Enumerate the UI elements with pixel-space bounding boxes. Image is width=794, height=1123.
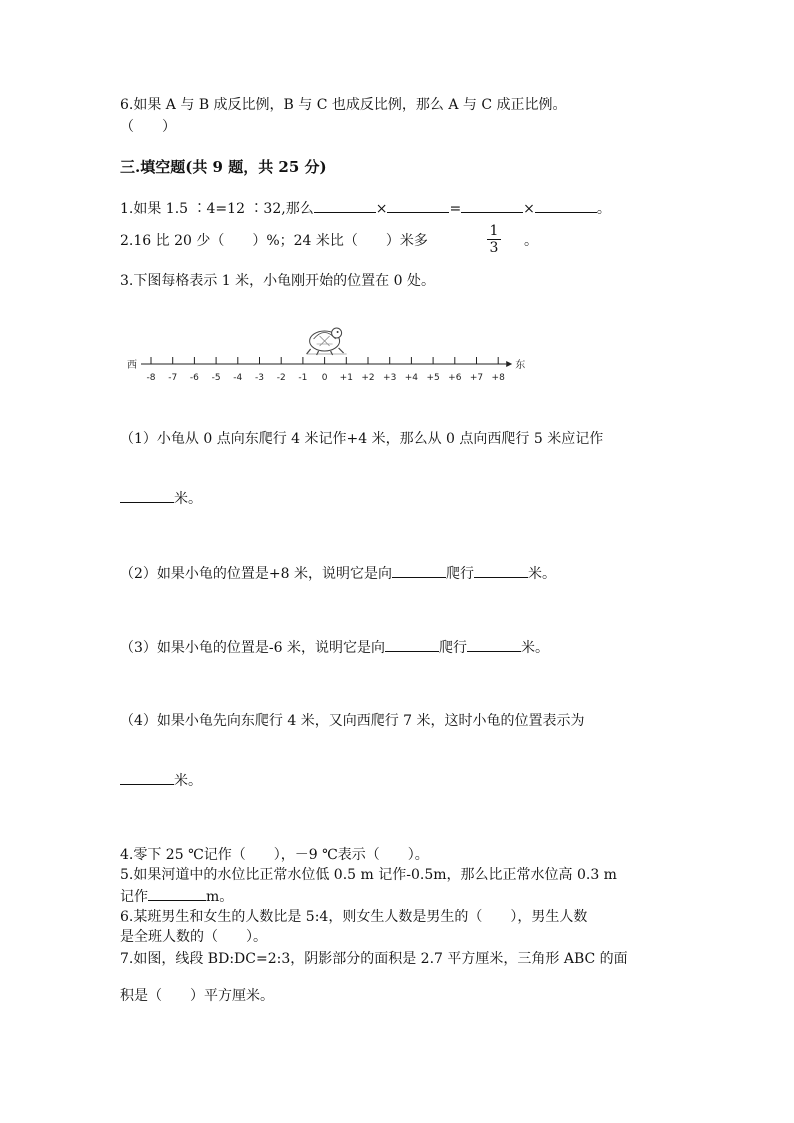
sub-question-3 bbox=[120, 637, 549, 657]
tick-label: -8 bbox=[146, 373, 156, 383]
tick-label: +5 bbox=[426, 373, 440, 383]
sub2-text-mid: 爬行 bbox=[446, 566, 474, 582]
answer-blank[interactable] bbox=[314, 198, 376, 213]
sub-question-4-answer bbox=[120, 770, 202, 790]
answer-blank[interactable] bbox=[385, 637, 439, 652]
number-line-figure bbox=[125, 324, 545, 386]
question-1 bbox=[120, 198, 611, 218]
q1-end: 。 bbox=[596, 201, 611, 217]
unit: 米。 bbox=[521, 640, 549, 656]
sub3-text-mid: 爬行 bbox=[439, 640, 467, 656]
arrow-head-icon bbox=[506, 361, 512, 367]
sub-question-4: （4）如果小龟先向东爬行 4 米，又向西爬行 7 米，这时小龟的位置表示为 bbox=[120, 713, 585, 729]
section-heading: 三.填空题(共 9 题，共 25 分) bbox=[120, 158, 327, 176]
unit: m。 bbox=[206, 889, 234, 905]
answer-blank[interactable] bbox=[461, 198, 523, 213]
unit: 米。 bbox=[174, 773, 202, 789]
unit: 米。 bbox=[528, 566, 556, 582]
answer-blank[interactable] bbox=[392, 563, 446, 578]
answer-paren: （ ） bbox=[120, 119, 176, 135]
answer-blank[interactable] bbox=[148, 886, 206, 901]
west-label: 西 bbox=[127, 360, 137, 371]
tick-label: +2 bbox=[361, 373, 375, 383]
tick-label: +7 bbox=[469, 373, 484, 383]
tick-label: -4 bbox=[233, 373, 243, 383]
question-4: 4.零下 25 ℃记作（ ），－9 ℃表示（ ）。 bbox=[120, 847, 429, 863]
east-label: 东 bbox=[515, 360, 526, 371]
tick-label: -5 bbox=[211, 373, 221, 383]
q2-text: 2.16 比 20 少（ ）%；24 米比（ ）米多 bbox=[120, 233, 428, 249]
turtle-icon bbox=[307, 328, 347, 355]
fraction-numerator: 1 bbox=[489, 223, 499, 239]
answer-blank[interactable] bbox=[467, 637, 521, 652]
sub-question-2 bbox=[120, 563, 556, 583]
question-5-line2 bbox=[120, 886, 233, 906]
question-7-line2: 积是（ ）平方厘米。 bbox=[120, 988, 274, 1004]
answer-blank[interactable] bbox=[120, 488, 174, 503]
answer-blank[interactable] bbox=[535, 198, 597, 213]
sub-question-1: （1）小龟从 0 点向东爬行 4 米记作+4 米，那么从 0 点向西爬行 5 米应记作 bbox=[120, 431, 604, 447]
tick-label: -2 bbox=[276, 373, 286, 383]
tick-label: 0 bbox=[321, 373, 328, 383]
unit: 米。 bbox=[174, 491, 202, 507]
answer-blank[interactable] bbox=[387, 198, 449, 213]
tick-label: -7 bbox=[168, 373, 178, 383]
times-sign: × bbox=[375, 201, 388, 217]
tick-label: +4 bbox=[404, 373, 419, 383]
tick-label: -6 bbox=[189, 373, 199, 383]
tick-label: +8 bbox=[491, 373, 505, 383]
question-5-line1: 5.如果河道中的水位比正常水位低 0.5 m 记作-0.5m，那么比正常水位高 0.3 m bbox=[120, 867, 617, 883]
tick-label: +3 bbox=[383, 373, 397, 383]
sub3-text: （3）如果小龟的位置是-6 米，说明它是向 bbox=[120, 640, 385, 656]
tick-label: +6 bbox=[448, 373, 462, 383]
tick-label: -1 bbox=[298, 373, 308, 383]
fraction-denominator: 3 bbox=[489, 240, 499, 256]
question-6-prev: 6.如果 A 与 B 成反比例，B 与 C 也成反比例，那么 A 与 C 成正比例。 bbox=[120, 97, 567, 113]
sub-question-1-answer bbox=[120, 488, 202, 508]
question-7-line1: 7.如图，线段 BD:DC=2:3，阴影部分的面积是 2.7 平方厘米，三角形 ABC 的面 bbox=[120, 951, 628, 967]
answer-blank[interactable] bbox=[120, 770, 174, 785]
question-3: 3.下图每格表示 1 米，小龟刚开始的位置在 0 处。 bbox=[120, 273, 435, 289]
q5-text: 记作 bbox=[120, 889, 148, 905]
equals-sign: = bbox=[449, 201, 462, 217]
fraction bbox=[487, 224, 501, 255]
tick-label: +1 bbox=[339, 373, 353, 383]
question-6-line2: 是全班人数的（ ）。 bbox=[120, 929, 267, 945]
q2-end: 。 bbox=[524, 233, 538, 249]
question-6-line1: 6.某班男生和女生的人数比是 5:4，则女生人数是男生的（ ），男生人数 bbox=[120, 909, 588, 925]
tick-label: -3 bbox=[255, 373, 264, 383]
sub2-text: （2）如果小龟的位置是+8 米，说明它是向 bbox=[120, 566, 392, 582]
q1-prefix: 1.如果 1.5 ∶4=12 ∶32,那么 bbox=[120, 201, 314, 217]
question-2 bbox=[120, 232, 428, 250]
answer-blank[interactable] bbox=[474, 563, 528, 578]
times-sign: × bbox=[523, 201, 535, 217]
